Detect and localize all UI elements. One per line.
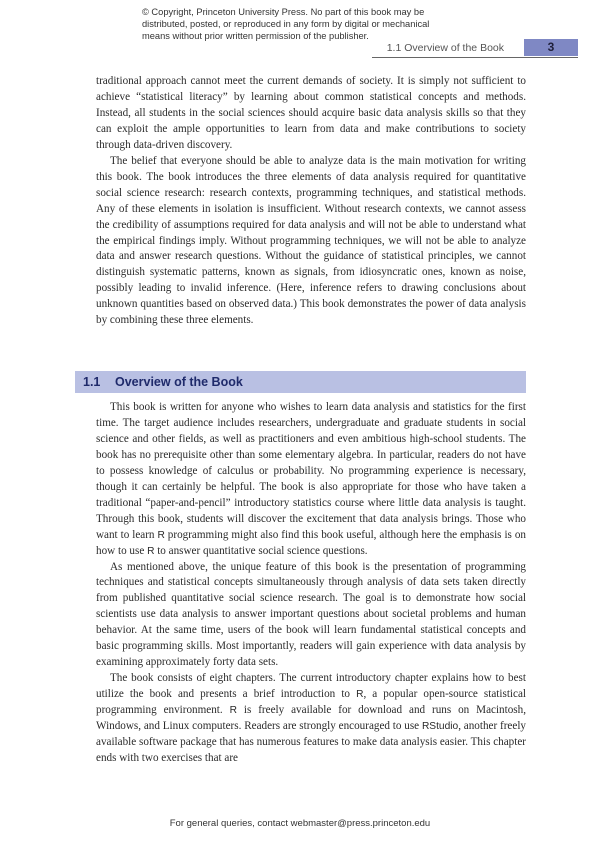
body-text-top xyxy=(96,74,526,329)
copyright-notice: © Copyright, Princeton University Press. No part of this book may be distributed, posted, or reproduced in any form by digital or mechanical means without prior written permission of the publisher. xyxy=(142,7,430,41)
code-r: R xyxy=(229,705,237,717)
text-run: programming might also find this book useful, although here the emphasis is on how to use xyxy=(96,528,526,557)
running-head: 1.1 Overview of the Book xyxy=(386,42,504,54)
paragraph: As mentioned above, the unique feature of this book is the presentation of programming techniques and statistical concepts simultaneously through analysis of data sets taken directly from published quantitative social science research. The goal is to demonstrate how social scientists use data analysis to answer important questions about societal problems and human behavior. At the same time, users of the book will learn fundamental statistical concepts and basic programming skills. Most importantly, readers will gain experience with data analysis by examining approximately forty data sets. xyxy=(96,560,526,669)
text-run: , another freely available software package that has numerous features to make data analysis easier. This chapter ends with two exercises that are xyxy=(96,720,526,764)
section-title: Overview of the Book xyxy=(115,375,243,389)
section-heading xyxy=(75,371,526,393)
footer-contact: For general queries, contact webmaster@press.princeton.edu xyxy=(169,818,431,829)
paragraph: traditional approach cannot meet the current demands of society. It is simply not sufficient to achieve “statistical literacy” by learning about common statistical concepts and methods. Instead, all students in the social sciences should acquire basic data analysis skills so that they can exploit the ample opportunities to learn from data and make contributions to society through data-driven discovery. xyxy=(96,75,526,151)
text-run: to answer quantitative social science questions. xyxy=(154,544,368,557)
header-rule xyxy=(372,57,578,58)
code-r: R xyxy=(157,529,165,541)
paragraph xyxy=(96,400,526,560)
text-run: The book consists of eight chapters. The current introductory chapter explains how to best utilize the book and presents a brief introduction to xyxy=(96,672,526,701)
code-r: R xyxy=(356,689,364,701)
text-run: is freely available for download and runs on Macintosh, Windows, and Linux computers. Readers are strongly encouraged to use xyxy=(96,704,526,733)
code-rstudio: RStudio xyxy=(421,721,459,733)
body-text-section xyxy=(96,400,526,767)
code-r: R xyxy=(147,545,155,557)
page-number: 3 xyxy=(524,39,578,56)
text-run: This book is written for anyone who wishes to learn data analysis and statistics for the first time. The target audience includes researchers, undergraduate and graduate students in social science and other fields, as well as practitioners and even ambitious high-school students. The book has no prerequisite other than some elementary algebra. In particular, readers do not have to possess knowledge of calculus or probability. No programming experience is necessary, though it can certainly be helpful. The book is also appropriate for those who have taken a traditional “paper-and-pencil” introductory statistics course where little data analysis is taught. Through this book, students will discover the excitement that data analysis brings. Those who want to learn xyxy=(96,401,526,541)
section-number: 1.1 xyxy=(83,375,101,389)
paragraph: The belief that everyone should be able to analyze data is the main motivation for writing this book. The book introduces the three elements of data analysis required for quantitative social science research: research contexts, programming techniques, and statistical methods. Any of these elements in isolation is insufficient. Without research contexts, we cannot assess the credibility of assumptions required for data analysis and will not be able to understand what the empirical findings imply. Without programming techniques, we will not be able to analyze data and answer research questions. Without the guidance of statistical principles, we cannot distinguish systematic patterns, known as signals, from idiosyncratic ones, known as noise, possibly leading to invalid inference. (Here, inference refers to drawing conclusions about unknown quantities based on observed data.) This book demonstrates the power of data analysis by combining these three elements. xyxy=(96,154,526,327)
paragraph xyxy=(96,671,526,767)
text-run: , a popular open-source statistical programming environment. xyxy=(96,688,527,717)
